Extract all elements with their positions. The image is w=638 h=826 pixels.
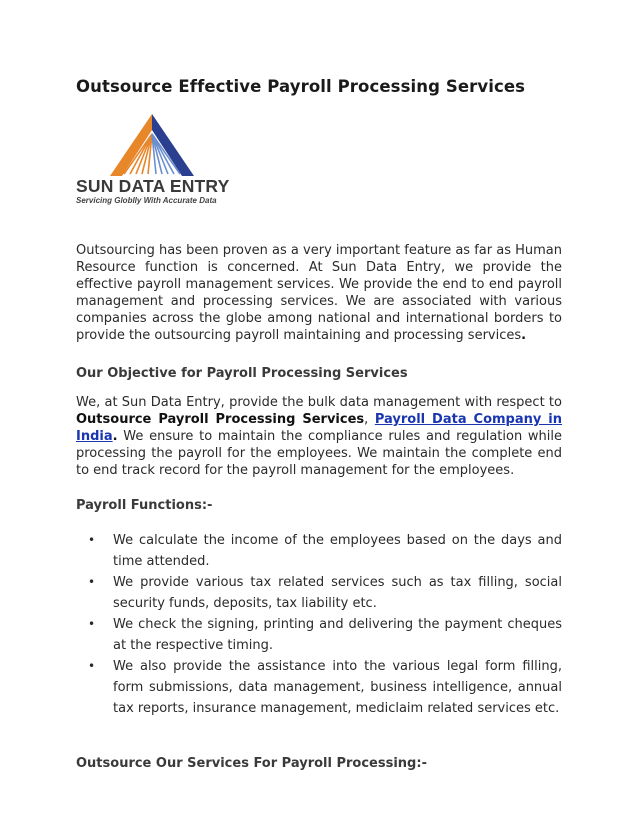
functions-heading: Payroll Functions:- (76, 498, 213, 513)
functions-list (76, 530, 562, 719)
objective-paragraph (76, 394, 562, 479)
services-heading: Outsource Our Services For Payroll Processing:- (76, 756, 427, 771)
objective-lead: We, at Sun Data Entry, provide the bulk data management with respect to (76, 395, 562, 410)
document-body (76, 242, 562, 772)
list-item-text: We provide various tax related services such as tax filling, social security funds, deposits, tax liability etc. (113, 575, 562, 611)
payroll-data-company-link[interactable]: Payroll Data Company in India (76, 412, 563, 444)
list-item (88, 530, 562, 572)
document-title: Outsource Effective Payroll Processing Services (76, 77, 526, 96)
intro-period: . (521, 328, 527, 343)
bullet-icon: • (88, 575, 96, 589)
objective-rest: We ensure to maintain the compliance rules and regulation while processing the payroll for the employees. We maintain the complete end to end track record for the payroll management for the employees. (76, 429, 562, 478)
list-item (88, 614, 562, 656)
list-item-text: We also provide the assistance into the various legal form filling, form submissions, data management, business intelligence, annual tax reports, insurance management, mediclaim related services etc. (113, 659, 562, 716)
intro-paragraph (76, 242, 562, 344)
bullet-icon: • (88, 659, 96, 673)
intro-text: Outsourcing has been proven as a very important feature as far as Human Resource function is concerned. At Sun Data Entry, we provide the effective payroll management services. We provide the end to end payroll management and processing services. We are associated with various companies across the globe among national and international borders to provide the outsourcing payroll maintaining and processing services (76, 243, 562, 343)
logo-triangle-icon (74, 112, 236, 178)
objective-heading: Our Objective for Payroll Processing Services (76, 366, 408, 381)
company-logo (74, 112, 236, 210)
objective-link-period: . (112, 429, 118, 444)
objective-separator: , (364, 412, 375, 427)
logo-name: SUN DATA ENTRY (76, 176, 230, 196)
logo-tagline: Servicing Globlly With Accurate Data (76, 196, 217, 205)
bullet-icon: • (88, 617, 96, 631)
list-item-text: We check the signing, printing and delivering the payment cheques at the respective timing. (113, 617, 562, 653)
list-item-text: We calculate the income of the employees based on the days and time attended. (113, 533, 562, 569)
list-item (88, 656, 562, 719)
list-item (88, 572, 562, 614)
objective-strong: Outsource Payroll Processing Services (76, 412, 365, 427)
bullet-icon: • (88, 533, 96, 547)
